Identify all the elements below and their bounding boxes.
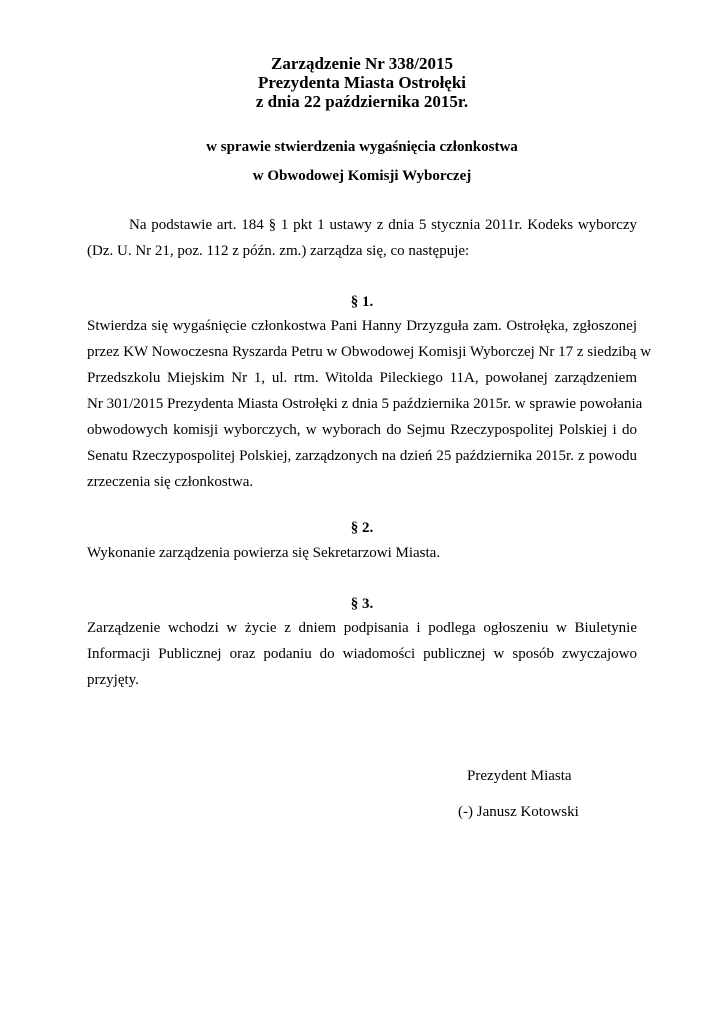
- section-1-line: Przedszkolu Miejskim Nr 1, ul. rtm. Witolda Pileckiego 11A, powołanej zarządzeniem: [87, 370, 637, 386]
- section-1-line: obwodowych komisji wyborczych, w wyborach do Sejmu Rzeczypospolitej Polskiej i do: [87, 422, 637, 438]
- section-2-line: Wykonanie zarządzenia powierza się Sekretarzowi Miasta.: [87, 545, 441, 561]
- section-3-line: Informacji Publicznej oraz podaniu do wiadomości publicznej w sposób zwyczajowo: [87, 646, 637, 662]
- section-1-body: [87, 313, 652, 495]
- section-1-line: Stwierdza się wygaśnięcie członkostwa Pani Hanny Drzyzguła zam. Ostrołęka, zgłoszonej: [87, 318, 637, 334]
- preamble-paragraph: [87, 212, 637, 264]
- section-1-line: Nr 301/2015 Prezydenta Miasta Ostrołęki z dnia 5 października 2015r. w sprawie powołania: [87, 396, 643, 412]
- section-1-line: Senatu Rzeczypospolitej Polskiej, zarządzonych na dzień 25 października 2015r. z powodu: [87, 448, 637, 464]
- section-1-line: przez KW Nowoczesna Ryszarda Petru w Obwodowej Komisji Wyborczej Nr 17 z siedzibą w: [87, 344, 652, 360]
- subject-line-2: w Obwodowej Komisji Wyborczej: [252, 168, 472, 184]
- section-3-line: przyjęty.: [87, 672, 139, 688]
- preamble-line-2: (Dz. U. Nr 21, poz. 112 z późn. zm.) zarządza się, co następuje:: [87, 243, 470, 259]
- signature-name: (-) Janusz Kotowski: [458, 804, 579, 820]
- section-2-body: [87, 540, 637, 566]
- title-line-number: Zarządzenie Nr 338/2015: [271, 54, 453, 73]
- document-subject: [0, 133, 724, 191]
- section-3-heading: § 3.: [350, 596, 374, 612]
- section-1-heading: § 1.: [350, 294, 374, 310]
- document-title: [0, 54, 724, 111]
- subject-line-1: w sprawie stwierdzenia wygaśnięcia członkostwa: [206, 139, 518, 155]
- section-1-line: zrzeczenia się członkostwa.: [87, 474, 254, 490]
- section-3-body: [87, 615, 637, 693]
- title-line-date: z dnia 22 października 2015r.: [255, 92, 469, 111]
- preamble-line-1: Na podstawie art. 184 § 1 pkt 1 ustawy z dnia 5 stycznia 2011r. Kodeks wyborczy: [129, 217, 637, 233]
- section-2-heading: § 2.: [350, 520, 374, 536]
- title-line-issuer: Prezydenta Miasta Ostrołęki: [257, 73, 467, 92]
- section-3-line: Zarządzenie wchodzi w życie z dniem podpisania i podlega ogłoszeniu w Biuletynie: [87, 620, 637, 636]
- signature-position: Prezydent Miasta: [467, 768, 572, 784]
